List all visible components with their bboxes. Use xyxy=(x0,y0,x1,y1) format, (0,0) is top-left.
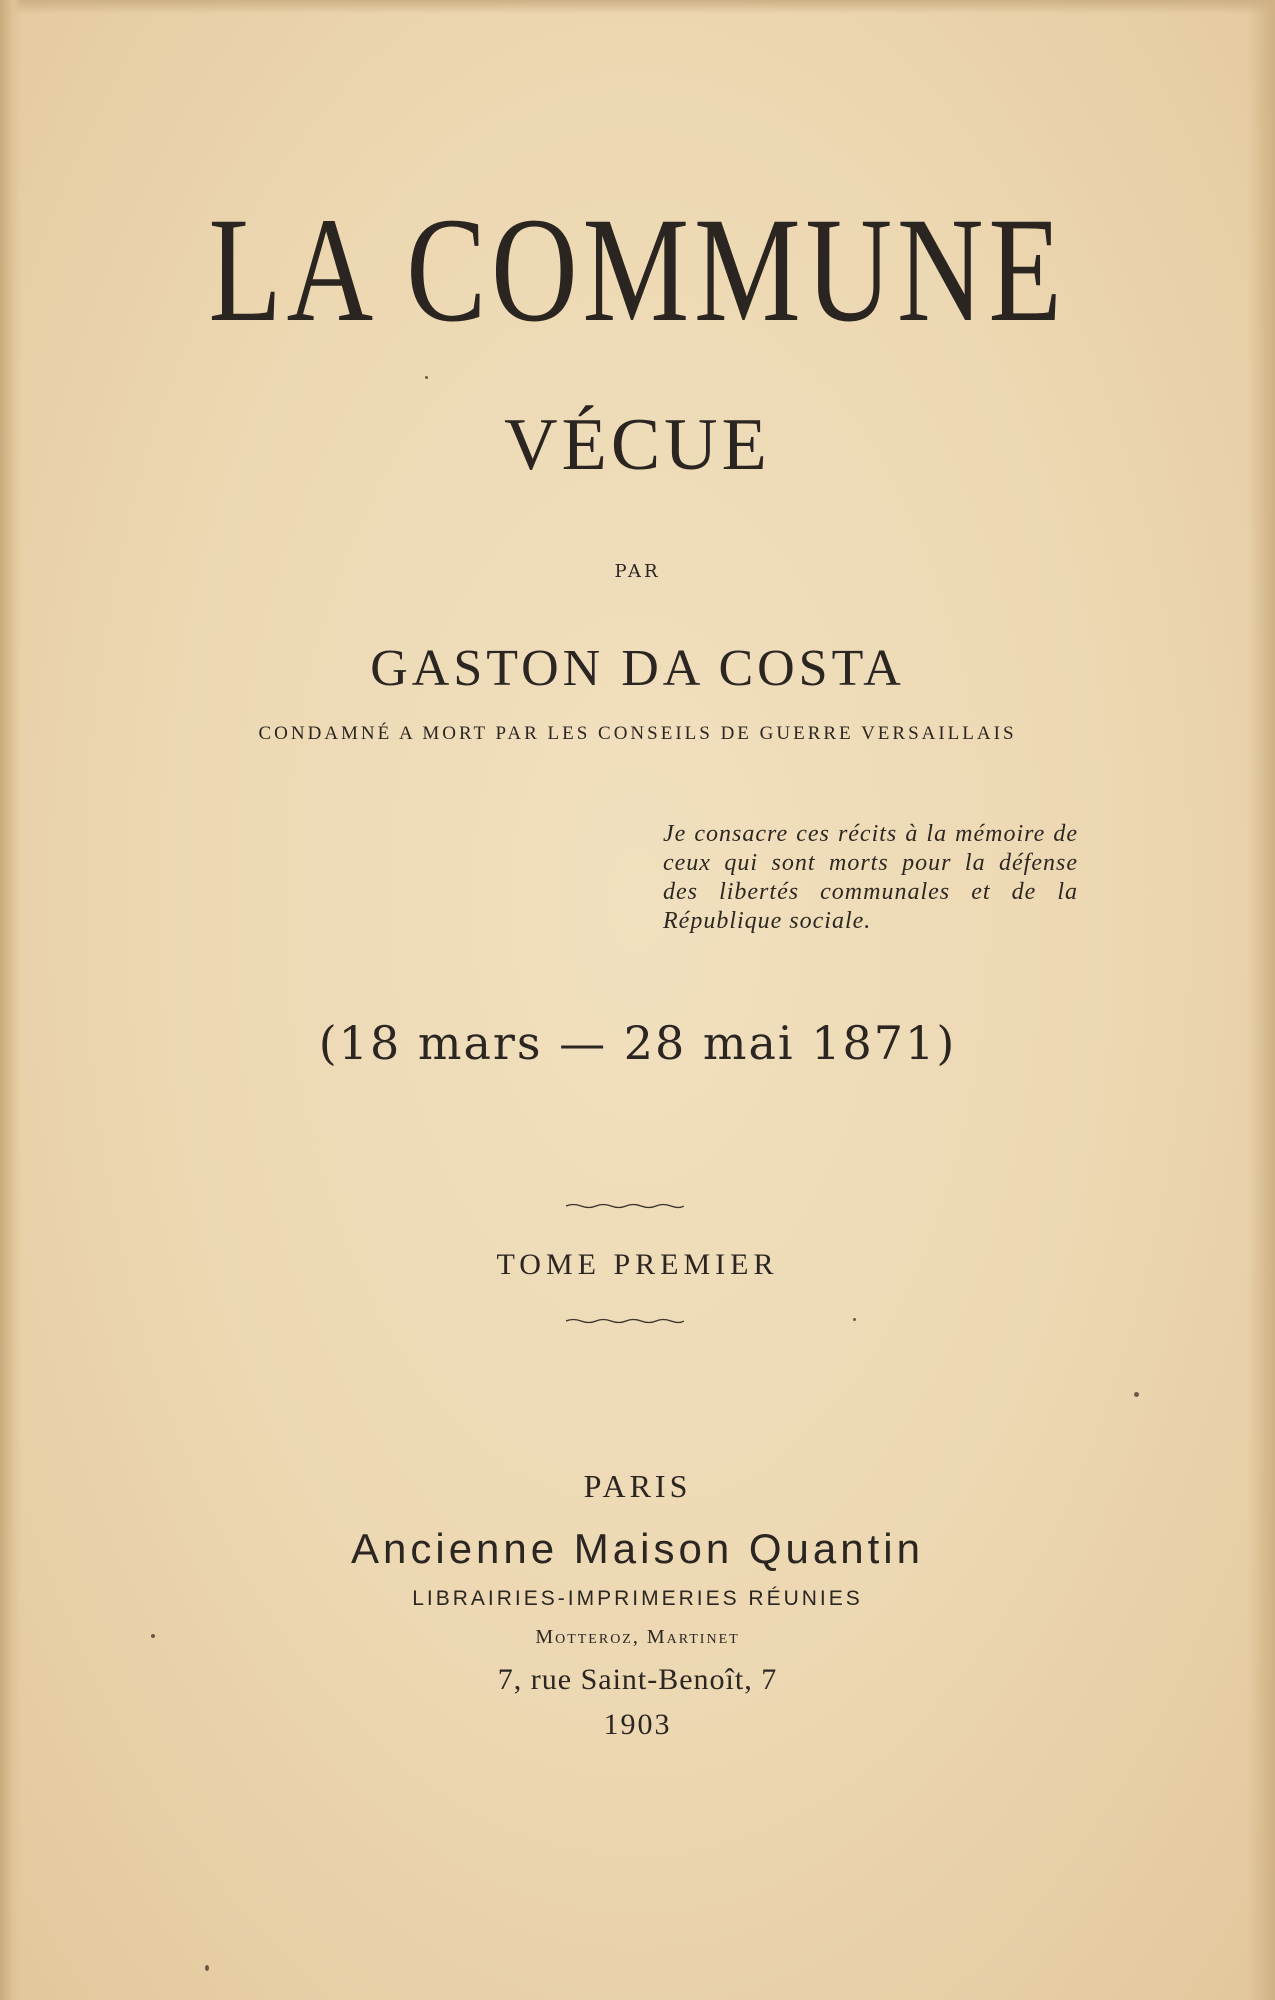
paper-speck xyxy=(425,376,428,379)
book-subtitle: VÉCUE xyxy=(504,404,771,486)
publisher-name: Ancienne Maison Quantin xyxy=(351,1525,924,1572)
paper-speck xyxy=(1134,1392,1139,1397)
author-name: GASTON DA COSTA xyxy=(370,640,905,697)
epigraph: Je consacre ces récits à la mémoire de ceux qui sont morts pour la défense des libertés communales et de la République sociale. xyxy=(663,821,1078,934)
by-label: PAR xyxy=(614,561,661,582)
author-note: CONDAMNÉ A MORT PAR LES CONSEILS DE GUERRE VERSAILLAIS xyxy=(258,723,1017,744)
imprint-city: PARIS xyxy=(583,1468,692,1504)
paper-speck xyxy=(853,1318,856,1321)
date-range: (18 mars — 28 mai 1871) xyxy=(318,1016,957,1070)
book-title: LA COMMUNE xyxy=(208,187,1067,353)
paper-top-edge xyxy=(0,0,1275,14)
paper-right-edge xyxy=(1247,0,1275,2000)
paper-left-edge xyxy=(0,0,22,2000)
paper-speck xyxy=(205,1965,209,1971)
volume-label: TOME PREMIER xyxy=(496,1248,779,1281)
printers-names: Motteroz, Martinet xyxy=(535,1626,740,1648)
ornamental-rule-top xyxy=(566,1203,684,1209)
paper-speck xyxy=(151,1634,155,1638)
publication-year: 1903 xyxy=(603,1708,672,1741)
ornamental-rule-bottom xyxy=(566,1318,684,1324)
publisher-subtitle: LIBRAIRIES-IMPRIMERIES RÉUNIES xyxy=(412,1587,863,1610)
publisher-address: 7, rue Saint-Benoît, 7 xyxy=(497,1663,778,1696)
